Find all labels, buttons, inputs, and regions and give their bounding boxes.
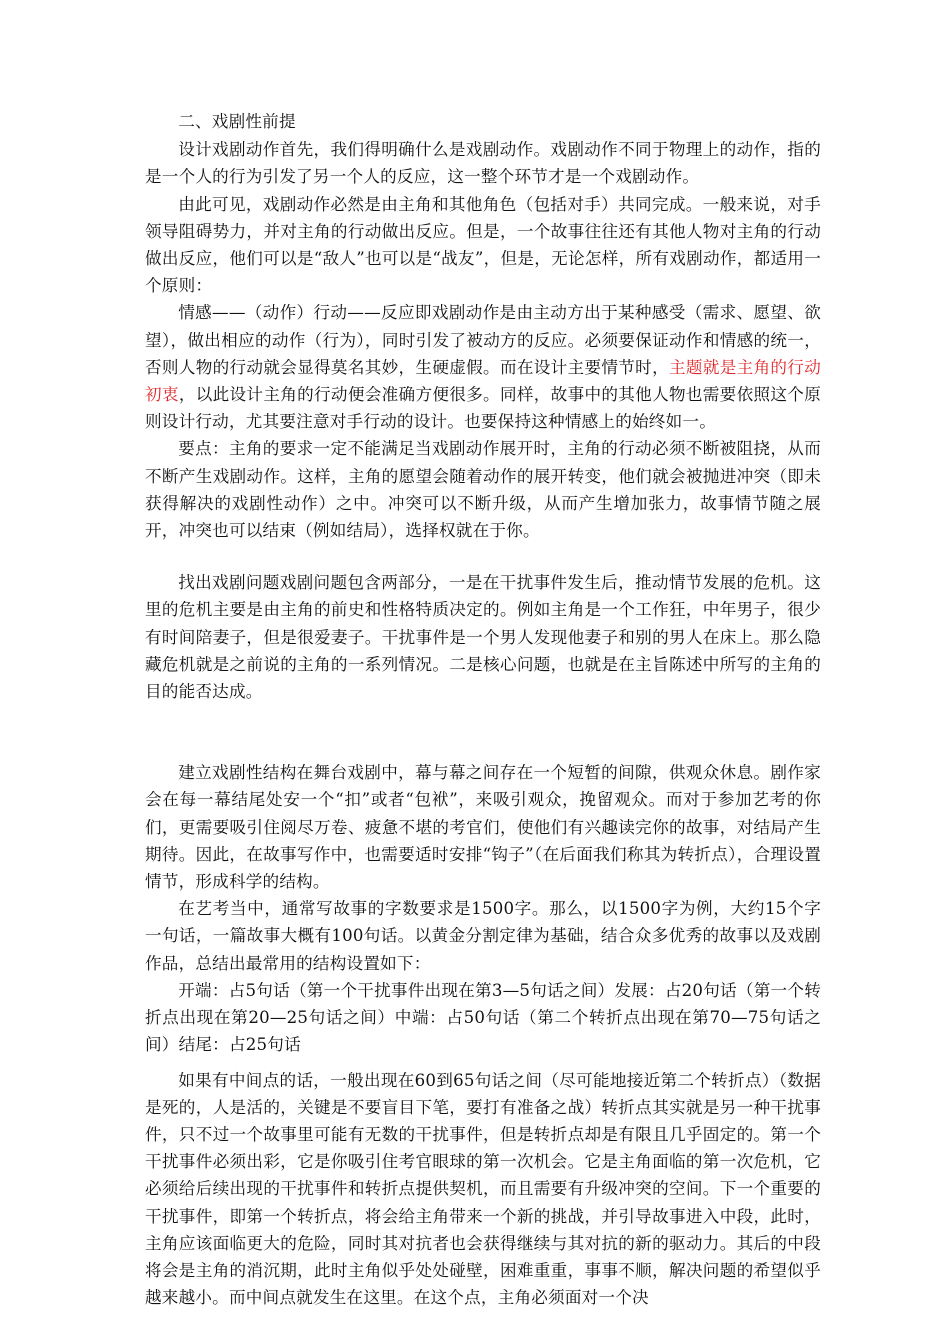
paragraph-dramatic-action-definition: 设计戏剧动作首先，我们得明确什么是戏剧动作。戏剧动作不同于物理上的动作，指的是一个人的行为引发了另一个人的反应，这一整个环节才是一个戏剧动作。 [145, 140, 821, 187]
paragraph-spacer [145, 705, 821, 759]
paragraph-action-principle: 由此可见，戏剧动作必然是由主角和其他角色（包括对手）共同完成。一般来说，对手领导阻碍势力，并对主角的行动做出反应。但是，一个故事往往还有其他人物对主角的行动做出反应，他们可以是“敌人”也可以是“战友”，但是，无论怎样，所有戏剧动作，都适用一个原则： [145, 194, 821, 296]
paragraph-spacer [145, 544, 821, 569]
paragraph-structure-breakdown: 开端：占5句话（第一个干扰事件出现在第3—5句话之间）发展：占20句话（第一个转折点出现在第20—25句话之间）中端：占50句话（第二个转折点出现在第70—75句话之间）结尾：占25句话 [145, 980, 821, 1055]
paragraph-word-count: 在艺考当中，通常写故事的字数要求是1500字。那么，以1500字为例，大约15个字一句话，一篇故事大概有100句话。以黄金分割定律为基础，结合众多优秀的故事以及戏剧作品，总结出最常用的结构设置如下： [145, 899, 821, 973]
highlighted-theme-text: 主题就是主角的行动初衷 [145, 357, 821, 405]
paragraph-text-before-highlight: 情感——（动作）行动——反应即戏剧动作是由主动方出于某种感受（需求、愿望、欲望），做出相应的动作（行为），同时引发了被动方的反应。必须要保证动作和情感的统一，否则人物的行动就会显得莫名其妙，生硬虚假。而在设计主要情节时， [145, 303, 821, 377]
paragraph-spacer [145, 1059, 821, 1067]
section-heading: 二、戏剧性前提 [178, 112, 296, 131]
paragraph-key-points: 要点：主角的要求一定不能满足当戏剧动作展开时，主角的行动必须不断被阻挠，从而不断产生戏剧动作。这样，主角的愿望会随着动作的展开转变，他们就会被抛进冲突（即未获得解决的戏剧性动作）之中。冲突可以不断升级，从而产生增加张力，故事情节随之展开，冲突也可以结束（例如结局），选择权就在于你。 [145, 439, 821, 541]
paragraph-dramatic-question: 找出戏剧问题戏剧问题包含两部分，一是在干扰事件发生后，推动情节发展的危机。这里的危机主要是由主角的前史和性格特质决定的。例如主角是一个工作狂，中年男子，很少有时间陪妻子，但是很爱妻子。干扰事件是一个男人发现他妻子和别的男人在床上。那么隐藏危机就是之前说的主角的一系列情况。二是核心问题，也就是在主旨陈述中所写的主角的目的能否达成。 [145, 573, 821, 702]
paragraph-emotion-action-reaction [145, 299, 821, 435]
document-page [145, 108, 821, 1311]
paragraph-text-after-highlight: ，以此设计主角的行动便会准确方便很多。同样，故事中的其他人物也需要依照这个原则设计行动，尤其要注意对手行动的设计。也要保持这种情感上的始终如一。 [145, 385, 821, 432]
paragraph-turning-points: 如果有中间点的话，一般出现在60到65句话之间（尽可能地接近第二个转折点）（数据是死的，人是活的，关键是不要盲目下笔，要打有准备之战）转折点其实就是另一种干扰事件，只不过一个故事里可能有无数的干扰事件，但是转折点却是有限且几乎固定的。第一个干扰事件必须出彩，它是你吸引住考官眼球的第一次机会。它是主角面临的第一次危机，它必须给后续出现的干扰事件和转折点提供契机，而且需要有升级冲突的空间。下一个重要的干扰事件，即第一个转折点，将会给主角带来一个新的挑战，并引导故事进入中段，此时，主角应该面临更大的危险，同时其对抗者也会获得继续与其对抗的新的驱动力。其后的中段将会是主角的消沉期，此时主角似乎处处碰壁，困难重重，事事不顺，解决问题的希望似乎越来越小。而中间点就发生在这里。在这个点，主角必须面对一个决 [145, 1070, 821, 1308]
paragraph-dramatic-structure: 建立戏剧性结构在舞台戏剧中，幕与幕之间存在一个短暂的间隙，供观众休息。剧作家会在每一幕结尾处安一个“扣”或者“包袱”，来吸引观众，挽留观众。而对于参加艺考的你们，更需要吸引住阅尽万卷、疲惫不堪的考官们，使他们有兴趣读完你的故事，对结局产生期待。因此，在故事写作中，也需要适时安排“钩子”（在后面我们称其为转折点），合理设置情节，形成科学的结构。 [145, 763, 821, 892]
